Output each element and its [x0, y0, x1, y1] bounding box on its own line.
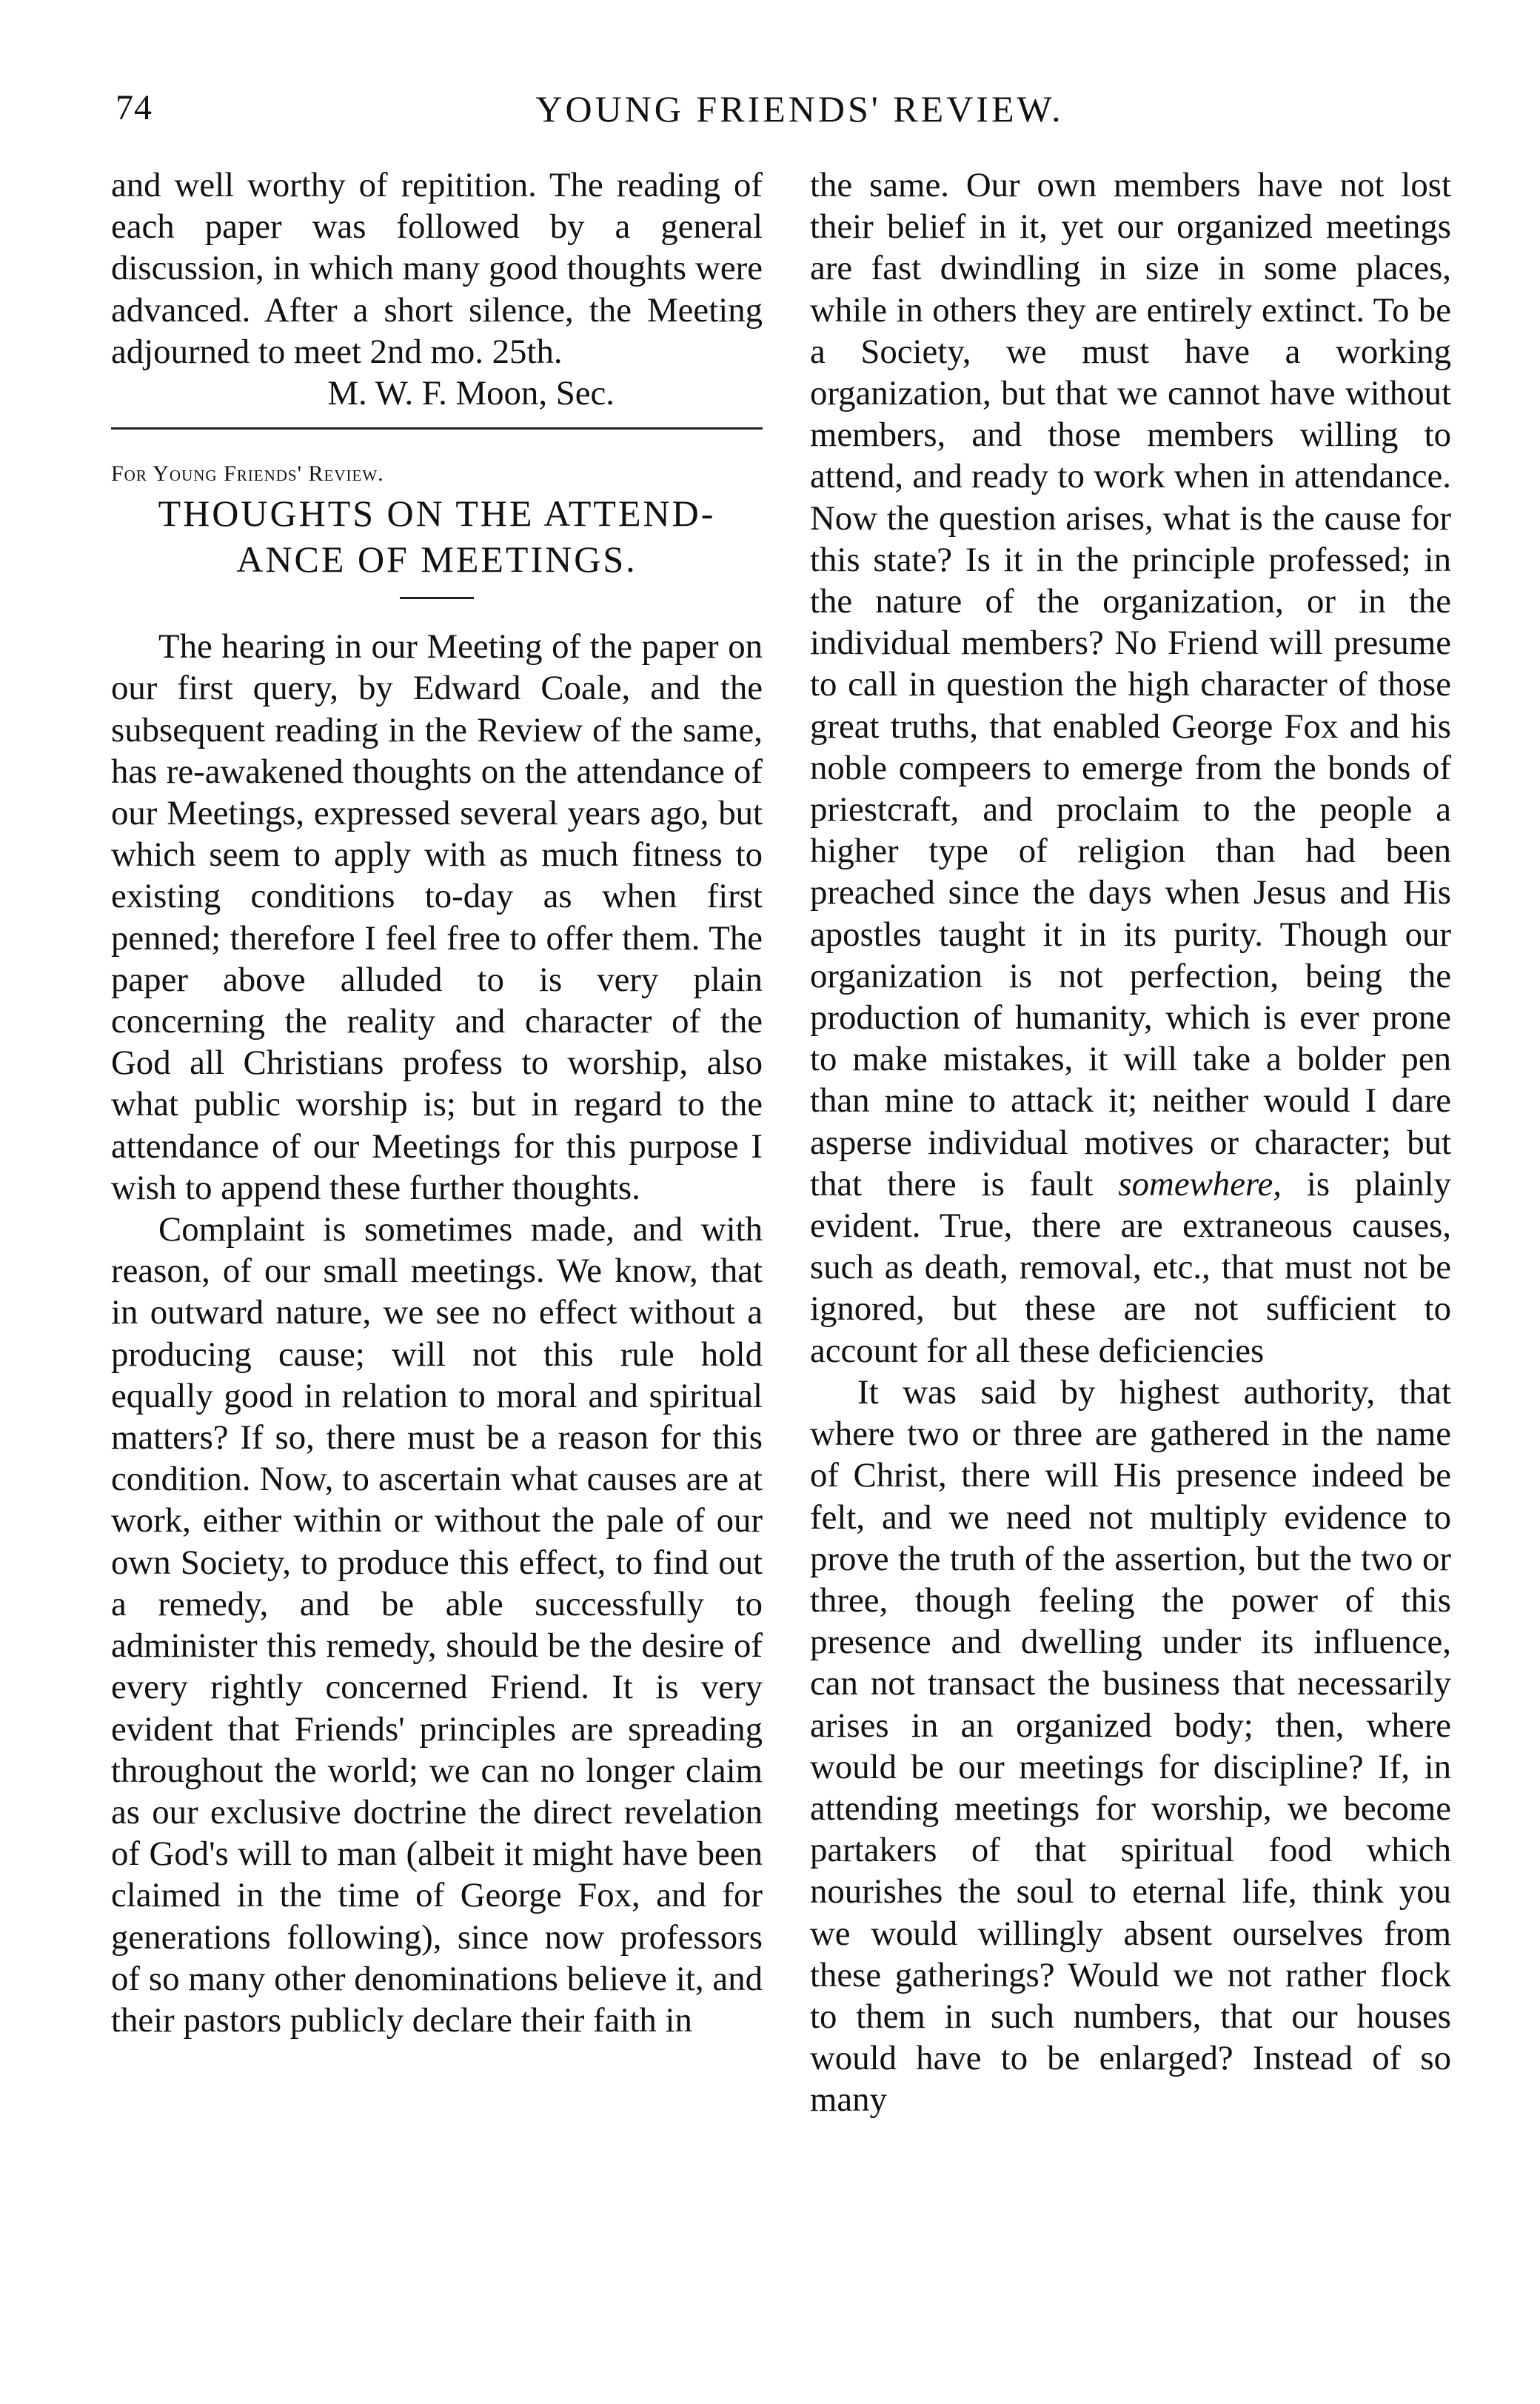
- page-number: 74: [116, 88, 153, 127]
- page-header: [104, 87, 1496, 147]
- signature: M. W. F. Moon, Sec.: [327, 374, 615, 413]
- article-paragraph: It was said by highest authority, that where two or three are gathered in the name of Christ, there will His presence indeed be felt, and we need not multiply evidence to prove the truth of the assertion, but the two or three, though feeling the power of this presence and dwelling under its influence, can not transact the business that necessarily arises in an organized body; then, where would be our meetings for discipline? If, in attending meetings for worship, we become partakers of that spiritual food which nourishes the soul to eternal life, think you we would willingly absent ourselves from these gatherings? Would we not rather flock to them in such numbers, that our houses would have to be enlarged? Instead of so many: [810, 1372, 1451, 2120]
- article-paragraph: [810, 164, 1451, 1372]
- source-line: For Young Friends' Review.: [111, 461, 384, 487]
- article-title-line-2: ANCE OF MEETINGS.: [236, 538, 637, 581]
- article-title-line-1: THOUGHTS ON THE ATTEND-: [158, 493, 716, 535]
- right-column: [810, 164, 1451, 2121]
- italic-emphasis: somewhere,: [1118, 1164, 1282, 1203]
- paragraph-text: the same. Our own members have not lost their belief in it, yet our organized meetings are fast dwindling in size in some places, while in others they are entirely extinct. To be a Society, we must have a working organization, but that we cannot have without members, and those members willing to attend, and ready to work when in attendance. Now the question arises, what is the cause for this state? Is it in the principle professed; in the nature of the organization, or in the individual members? No Friend will presume to call in question the high character of those great truths, that enabled George Fox and his noble compeers to emerge from the bonds of priestcraft, and proclaim to the people a higher type of religion than had been preached since the days when Jesus and His apostles taught it in its purity. Though our organization is not perfection, being the production of humanity, which is ever prone to make mistakes, it will take a bolder pen than mine to attack it; neither would I dare asperse individual motives or character; but that there is fault: [810, 166, 1451, 1203]
- opening-paragraph: and well worthy of repitition. The reading of each paper was followed by a general discussion, in which many good thoughts were advanced. After a short silence, the Meeting adjourned to meet 2nd mo. 25th.: [111, 166, 763, 371]
- left-column: [111, 164, 763, 2041]
- article-paragraph: Complaint is sometimes made, and with reason, of our small meetings. We know, that in outward nature, we see no effect without a producing cause; will not this rule hold equally good in relation to moral and spiritual matters? If so, there must be a reason for this condition. Now, to ascertain what causes are at work, either within or without the pale of our own Society, to produce this effect, to find out a remedy, and be able successfully to administer this remedy, should be the desire of every rightly concerned Friend. It is very evident that Friends' principles are spreading throughout the world; we can no longer claim as our exclusive doctrine the direct revelation of God's will to man (albeit it might have been claimed in the time of George Fox, and for generations following), since now professors of so many other denominations believe it, and their pastors publicly declare their faith in: [111, 1210, 763, 2040]
- paragraph-text: is plainly evident. True, there are extraneous causes, such as death, removal, etc., that must not be ignored, but these are not sufficient to account for all these deficiencies: [810, 1164, 1451, 1370]
- title-divider: [400, 597, 474, 599]
- section-divider: [111, 427, 763, 430]
- article-paragraph: The hearing in our Meeting of the paper on our first query, by Edward Coale, and the subsequent reading in the Review of the same, has re-awakened thoughts on the attendance of our Meetings, expressed several years ago, but which seem to apply with as much fitness to existing conditions to-day as when first penned; therefore I feel free to offer them. The paper above alluded to is very plain concerning the reality and character of the God all Christians profess to worship, also what public worship is; but in regard to the attendance of our Meetings for this purpose I wish to append these further thoughts.: [111, 627, 763, 1207]
- running-title: YOUNG FRIENDS' REVIEW.: [535, 88, 1064, 130]
